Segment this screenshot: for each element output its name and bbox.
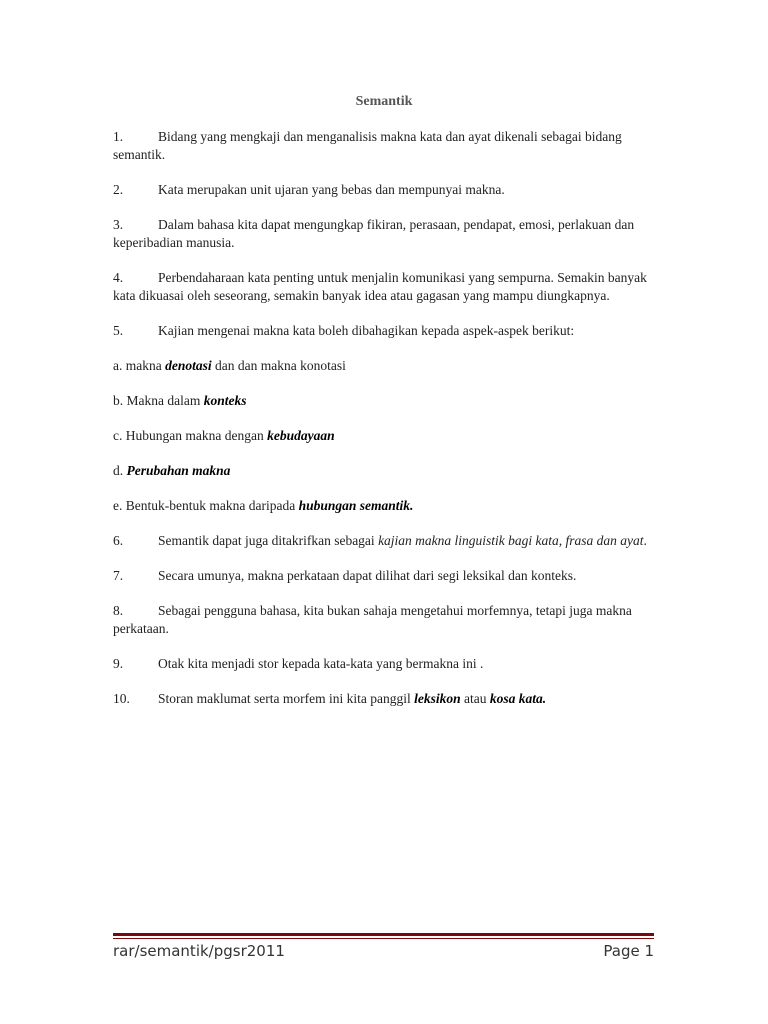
item-text: Bidang yang mengkaji dan menganalisis makna kata dan ayat dikenali sebagai bidang semantik.: [113, 129, 622, 162]
list-item: [113, 322, 658, 340]
list-item: [113, 602, 658, 638]
item-text: Secara umunya, makna perkataan dapat dilihat dari segi leksikal dan konteks.: [158, 568, 577, 583]
sub-item-emphasis: hubungan semantik.: [298, 498, 414, 513]
item-text: Dalam bahasa kita dapat mengungkap fikiran, perasaan, pendapat, emosi, perlakuan dan keperibadian manusia.: [113, 217, 635, 250]
item-text: Sebagai pengguna bahasa, kita bukan sahaja mengetahui morfemnya, tetapi juga makna perkataan.: [113, 603, 632, 636]
list-item: [113, 690, 658, 708]
footer-divider-thick: [113, 933, 654, 936]
item-number: 3.: [113, 217, 124, 232]
item-text: .: [643, 533, 647, 548]
sub-item-b: [113, 392, 658, 410]
list-item: [113, 269, 658, 305]
sub-item-d: [113, 462, 658, 480]
item-emphasis: kajian makna linguistik bagi kata, frasa dan ayat: [378, 533, 644, 548]
item-number: 7.: [113, 568, 124, 583]
item-number: 9.: [113, 656, 124, 671]
item-text: Semantik dapat juga ditakrifkan sebagai: [158, 533, 379, 548]
page-number: Page 1: [603, 942, 654, 960]
item-text: Kata merupakan unit ujaran yang bebas dan mempunyai makna.: [158, 182, 505, 197]
sub-item-c: [113, 427, 658, 445]
list-item: [113, 567, 658, 585]
item-number: 2.: [113, 182, 124, 197]
item-number: 10.: [113, 691, 130, 706]
list-item: [113, 216, 658, 252]
sub-item-a: [113, 357, 658, 375]
item-emphasis: leksikon: [414, 691, 461, 706]
sub-item-emphasis: kebudayaan: [267, 428, 335, 443]
item-text: Otak kita menjadi stor kepada kata-kata yang bermakna ini .: [158, 656, 484, 671]
item-emphasis: kosa kata.: [489, 691, 547, 706]
sub-item-text: dan dan makna konotasi: [211, 358, 346, 373]
item-number: 6.: [113, 533, 124, 548]
page-title: Semantik: [355, 94, 413, 109]
document-body: [113, 128, 658, 725]
sub-item-text: e. Bentuk-bentuk makna daripada: [113, 498, 299, 513]
list-item: [113, 181, 658, 199]
item-number: 4.: [113, 270, 124, 285]
item-text: Perbendaharaan kata penting untuk menjalin komunikasi yang sempurna. Semakin banyak kata dikuasai oleh seseorang, semakin banyak idea atau gagasan yang mampu diungkapnya.: [113, 270, 647, 303]
item-number: 8.: [113, 603, 124, 618]
item-text: Kajian mengenai makna kata boleh dibahagikan kepada aspek-aspek berikut:: [158, 323, 575, 338]
footer-divider-thin: [113, 938, 654, 939]
item-text: atau: [460, 691, 490, 706]
sub-item-text: b. Makna dalam: [113, 393, 204, 408]
sub-item-text: d.: [113, 463, 127, 478]
sub-item-text: c. Hubungan makna dengan: [113, 428, 268, 443]
sub-item-e: [113, 497, 658, 515]
list-item: [113, 128, 658, 164]
sub-item-text: a. makna: [113, 358, 166, 373]
sub-item-emphasis: Perubahan makna: [126, 463, 231, 478]
sub-item-emphasis: konteks: [203, 393, 247, 408]
footer-path: rar/semantik/pgsr2011: [113, 942, 285, 960]
item-number: 1.: [113, 129, 124, 144]
item-number: 5.: [113, 323, 124, 338]
item-text: Storan maklumat serta morfem ini kita panggil: [158, 691, 415, 706]
list-item: [113, 655, 658, 673]
list-item: [113, 532, 658, 550]
sub-item-emphasis: denotasi: [165, 358, 212, 373]
